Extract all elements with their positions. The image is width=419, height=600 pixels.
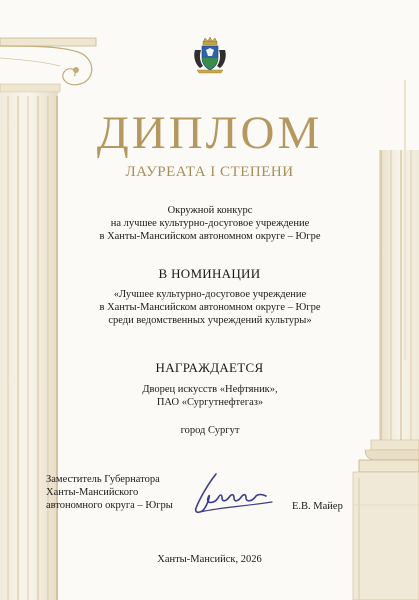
nomination-description	[60, 288, 360, 327]
nomination-line: «Лучшее культурно-досуговое учреждение	[113, 289, 307, 300]
diploma-subtitle: ЛАУРЕАТА I СТЕПЕНИ	[125, 164, 294, 180]
place-and-year: Ханты-Мансийск, 2026	[157, 554, 262, 565]
contest-line: в Ханты-Мансийском автономном округе – Югре	[99, 231, 321, 242]
diploma-title: ДИПЛОМ	[96, 107, 323, 159]
contest-line: Окружной конкурс	[167, 205, 253, 216]
awardee-line: ПАО «Сургутнефтегаз»	[156, 397, 264, 408]
signer-title	[46, 473, 173, 512]
award-city	[60, 424, 360, 437]
signer-line: Заместитель Губернатора	[46, 474, 160, 485]
signer-name: Е.В. Майер	[292, 501, 343, 512]
nomination-heading: В НОМИНАЦИИ	[158, 266, 261, 281]
contest-line: на лучшее культурно-досуговое учреждение	[110, 218, 310, 229]
award-heading: НАГРАЖДАЕТСЯ	[155, 360, 264, 375]
awardee	[60, 383, 360, 409]
awardee-line: Дворец искусств «Нефтяник»,	[142, 384, 278, 395]
signer-line: автономного округа – Югры	[46, 500, 173, 511]
contest-description	[60, 204, 360, 243]
award-city-text: город Сургут	[180, 425, 240, 436]
nomination-line: среди ведомственных учреждений культуры»	[108, 315, 312, 326]
nomination-line: в Ханты-Мансийском автономном округе – Югре	[99, 302, 321, 313]
coat-of-arms-icon	[191, 36, 229, 74]
signature-icon	[186, 468, 278, 520]
signer-line: Ханты-Мансийского	[46, 487, 139, 498]
